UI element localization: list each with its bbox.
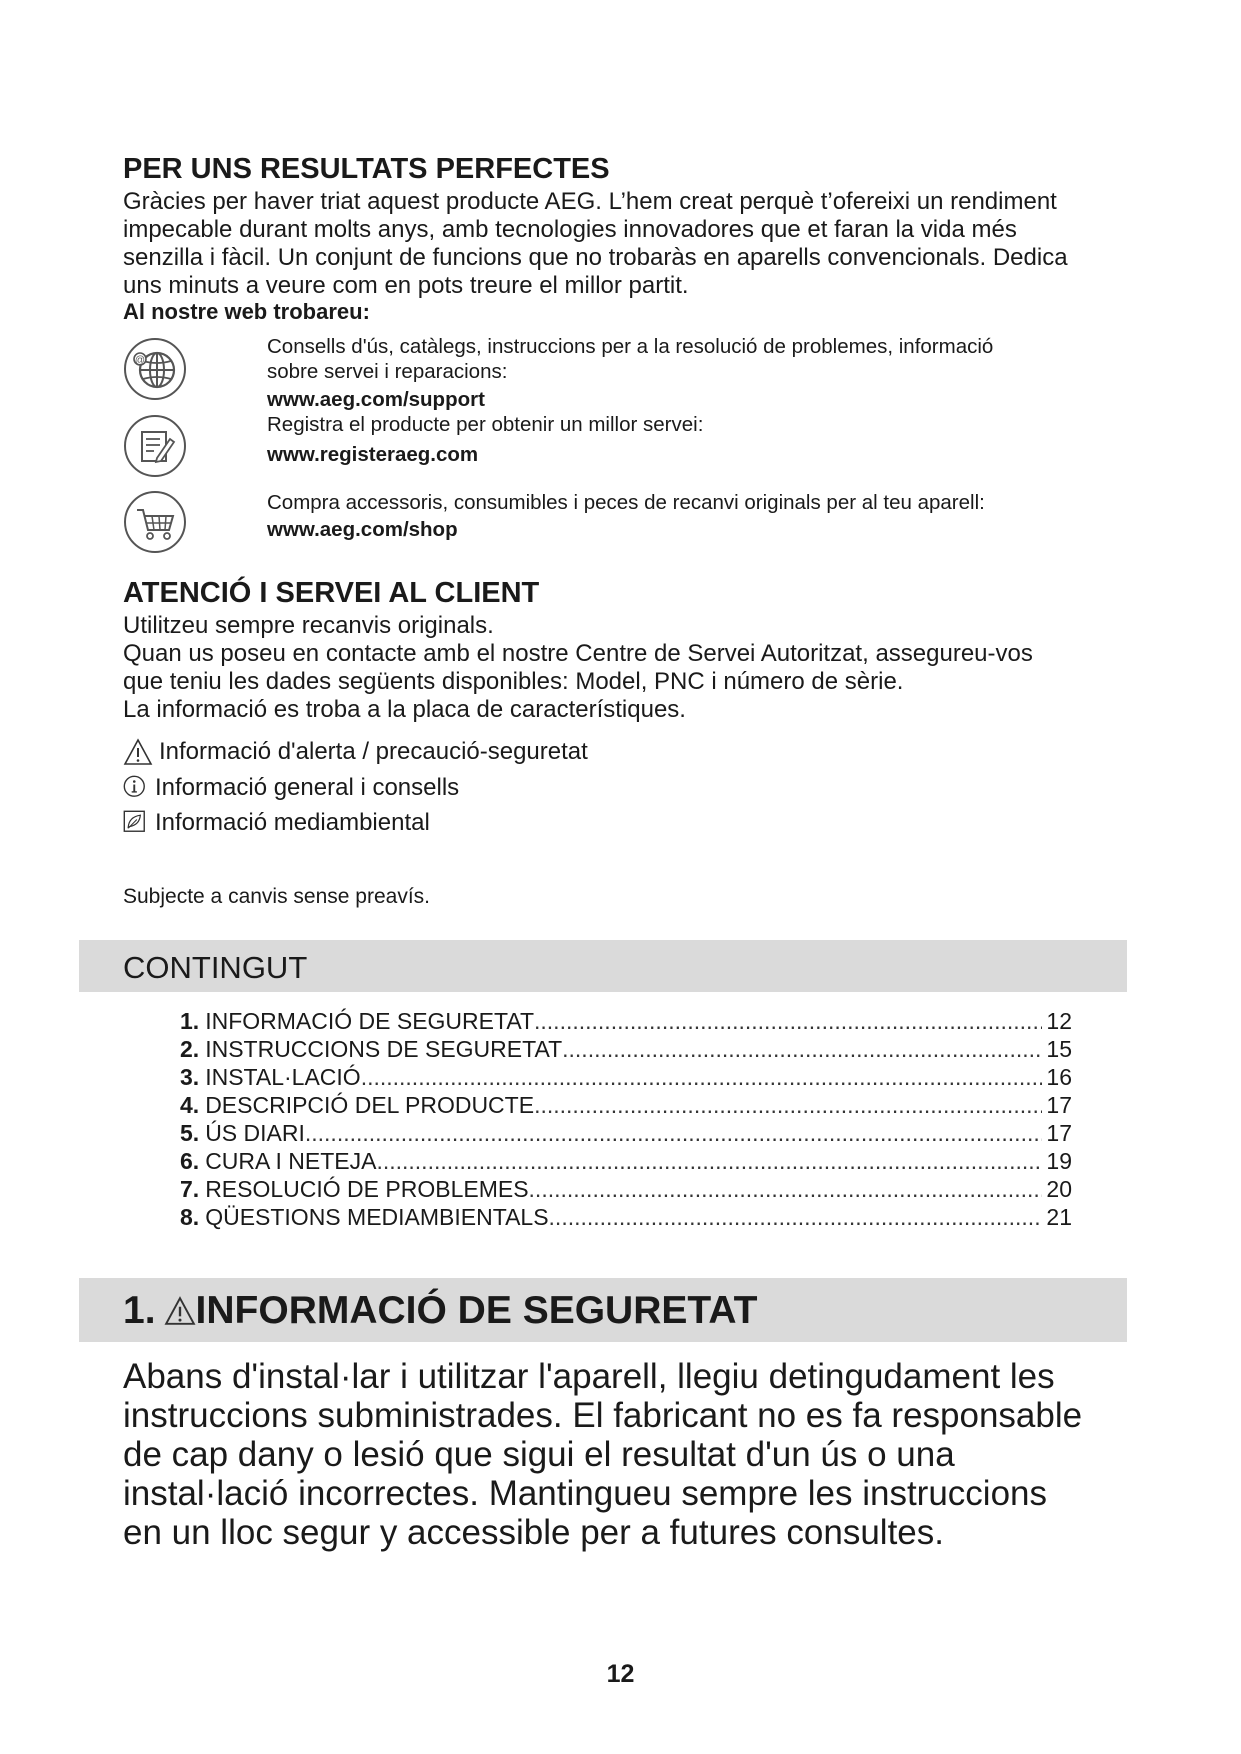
- change-notice: Subjecte a canvis sense preavís.: [123, 885, 431, 908]
- svg-text:@: @: [134, 355, 146, 366]
- toc-label: ÚS DIARI: [205, 1120, 305, 1146]
- toc-page: 20: [1046, 1176, 1072, 1202]
- safety-line: instal·lació incorrectes. Mantingueu sempre les instruccions: [123, 1474, 1048, 1513]
- toc-leader: [534, 1091, 1042, 1119]
- toc-label: INFORMACIÓ DE SEGURETAT: [205, 1008, 535, 1034]
- register-icon: [123, 414, 187, 478]
- legend-info: [123, 773, 459, 803]
- legend-label: Informació general i consells: [155, 774, 460, 801]
- toc-number: 7.: [180, 1176, 200, 1202]
- toc-entry[interactable]: [180, 1119, 1072, 1147]
- environment-icon: [123, 810, 149, 836]
- toc-page: 12: [1046, 1008, 1072, 1034]
- toc-entry[interactable]: [180, 1175, 1072, 1203]
- toc-entry[interactable]: [180, 1035, 1072, 1063]
- globe-icon: [123, 337, 187, 401]
- toc-number: 4.: [180, 1092, 200, 1118]
- warning-icon: [164, 1295, 196, 1327]
- toc-page: 19: [1046, 1148, 1072, 1174]
- toc-label: DESCRIPCIÓ DEL PRODUCTE: [205, 1092, 535, 1118]
- safety-number: 1.: [123, 1289, 156, 1332]
- web-item-text: Consells d'ús, catàlegs, instruccions per a la resolució de problemes, informació: [267, 335, 994, 358]
- toc-leader: [361, 1063, 1043, 1091]
- safety-heading: [123, 1290, 757, 1332]
- safety-line: instruccions subministrades. El fabricant no es fa responsable: [123, 1396, 1083, 1435]
- toc-number: 3.: [180, 1064, 200, 1090]
- warning-icon: [123, 737, 153, 767]
- toc-entry[interactable]: [180, 1091, 1072, 1119]
- toc-page: 16: [1046, 1064, 1072, 1090]
- toc-number: 8.: [180, 1204, 200, 1230]
- shopping-cart-icon: [123, 490, 187, 554]
- toc-entry[interactable]: [180, 1063, 1072, 1091]
- toc-page: 17: [1046, 1120, 1072, 1146]
- service-line: La informació es troba a la placa de característiques.: [123, 696, 686, 723]
- web-item-text: Compra accessoris, consumibles i peces de recanvi originals per al teu aparell:: [267, 491, 985, 514]
- safety-line: Abans d'instal·lar i utilitzar l'aparell, llegiu detingudament les: [123, 1357, 1055, 1396]
- contents-bar: [79, 940, 1127, 992]
- shop-link[interactable]: www.aeg.com/shop: [267, 518, 458, 541]
- intro-line: senzilla i fàcil. Un conjunt de funcions que no trobaràs en aparells convencionals. Dedica: [123, 244, 1068, 271]
- toc-label: CURA I NETEJA: [205, 1148, 377, 1174]
- service-line: que teniu les dades següents disponibles: Model, PNC i número de sèrie.: [123, 668, 904, 695]
- web-item-shop: [267, 490, 1127, 542]
- intro-line: impecable durant molts anys, amb tecnologies innovadores que et faran la vida més: [123, 216, 1017, 243]
- legend-warning: [123, 737, 588, 767]
- safety-title: INFORMACIÓ DE SEGURETAT: [195, 1289, 758, 1332]
- toc-page: 17: [1046, 1092, 1072, 1118]
- info-icon: [123, 775, 149, 801]
- web-item-text: sobre servei i reparacions:: [267, 360, 508, 383]
- toc-leader: [562, 1035, 1042, 1063]
- legend-label: Informació mediambiental: [155, 809, 430, 836]
- results-intro: [123, 188, 1123, 300]
- web-item-text: Registra el producte per obtenir un millor servei:: [267, 413, 704, 436]
- contents-title: CONTINGUT: [123, 950, 308, 985]
- toc-label: RESOLUCIÓ DE PROBLEMES: [205, 1176, 529, 1202]
- toc-page: 21: [1046, 1204, 1072, 1230]
- register-link[interactable]: www.registeraeg.com: [267, 443, 479, 466]
- toc-leader: [376, 1147, 1042, 1175]
- toc-label: INSTRUCCIONS DE SEGURETAT: [205, 1036, 563, 1062]
- toc-leader: [529, 1175, 1043, 1203]
- safety-bar: [79, 1278, 1127, 1342]
- toc-page: 15: [1046, 1036, 1072, 1062]
- service-line: Quan us poseu en contacte amb el nostre Centre de Servei Autoritzat, assegureu-vos: [123, 640, 1033, 667]
- safety-line: de cap dany o lesió que sigui el resultat d'un ús o una: [123, 1435, 955, 1474]
- web-item-support: [267, 334, 1127, 412]
- legend-label: Informació d'alerta / precaució-seguretat: [159, 738, 588, 765]
- service-text: [123, 612, 1123, 724]
- toc-entry[interactable]: [180, 1007, 1072, 1035]
- results-heading: PER UNS RESULTATS PERFECTES: [123, 153, 610, 185]
- toc-label: INSTAL·LACIÓ: [205, 1064, 361, 1090]
- intro-line: Gràcies per haver triat aquest producte AEG. L’hem creat perquè t’ofereixi un rendiment: [123, 188, 1057, 215]
- page-number: 12: [606, 1660, 635, 1688]
- toc-entry[interactable]: [180, 1147, 1072, 1175]
- web-item-register: [267, 412, 1127, 467]
- legend-environment: [123, 808, 430, 838]
- intro-line: uns minuts a veure com en pots treure el millor partit.: [123, 272, 689, 299]
- toc-label: QÜESTIONS MEDIAMBIENTALS: [205, 1204, 549, 1230]
- toc-number: 5.: [180, 1120, 200, 1146]
- toc-number: 6.: [180, 1148, 200, 1174]
- support-link[interactable]: www.aeg.com/support: [267, 388, 485, 411]
- service-heading: ATENCIÓ I SERVEI AL CLIENT: [123, 577, 540, 609]
- toc-leader: [305, 1119, 1043, 1147]
- toc-number: 1.: [180, 1008, 200, 1034]
- web-heading: Al nostre web trobareu:: [123, 299, 370, 324]
- toc-number: 2.: [180, 1036, 200, 1062]
- service-line: Utilitzeu sempre recanvis originals.: [123, 612, 494, 639]
- toc-leader: [549, 1203, 1043, 1231]
- safety-line: en un lloc segur y accessible per a futures consultes.: [123, 1513, 944, 1552]
- toc-leader: [534, 1007, 1042, 1035]
- toc-entry[interactable]: [180, 1203, 1072, 1231]
- safety-text: [123, 1357, 1123, 1552]
